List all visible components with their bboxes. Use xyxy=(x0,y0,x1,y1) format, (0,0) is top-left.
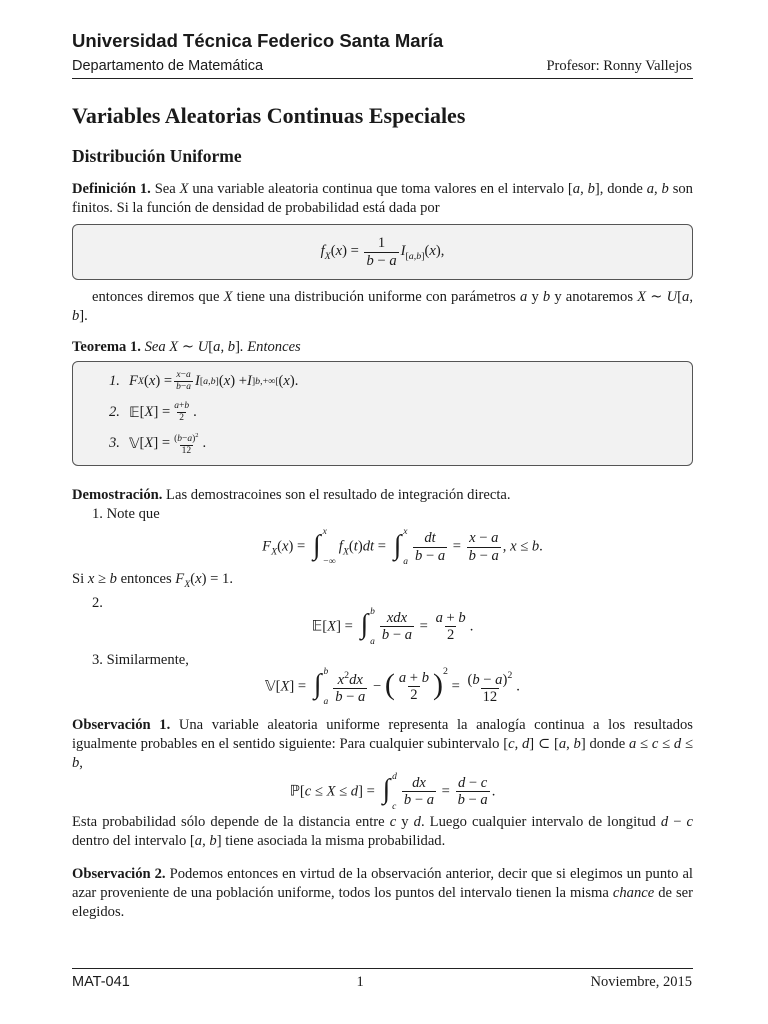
definition-paragraph: Definición 1. Sea X una variable aleatoria continua que toma valores en el intervalo [a, b], donde a, b son finitos. Si la función de densidad de probabilidad está dada por xyxy=(72,181,693,216)
page-number: 1 xyxy=(356,974,364,990)
page-header xyxy=(72,30,692,75)
footer-rule xyxy=(72,968,693,969)
cdf-derivation: $F_X(x)$ = ∫ x −∞ $f_X(t)dt$ = ∫ x a $\frac{dt}{b - a}$ = $\frac{x - a}{b - a}$ , x ≤ b. xyxy=(262,527,543,567)
university-name: Universidad Técnica Federico Santa María xyxy=(72,30,444,51)
density-formula-box xyxy=(72,224,693,280)
theorem-item-mean: 2. 𝔼 [ X ] = $\frac{a+b}{2}$ . xyxy=(109,401,197,423)
observation-1-label: Observación 1. xyxy=(72,716,171,733)
variance-derivation: 𝕍[X] = ∫ b a $\frac{x^2dx}{b - a}$ − ( $\frac{a + b}{2}$ )$^2$ = $\frac{(b - a)^2}{12}$ . xyxy=(265,666,520,707)
proof-step-3: 3. Similarmente, xyxy=(92,651,189,668)
proof-step-2: 2. xyxy=(92,594,103,611)
mean-derivation: 𝔼[X] = ∫ b a $\frac{\text{xdx}}{b - a}$ = $\frac{a + b}{2}$ . xyxy=(311,606,474,647)
theorem-item-cdf: 1. F X ( x ) = $\frac{x-a}{b-a}$ I [a,b] ( x ) + I ]b,+∞[ ( x ). xyxy=(109,370,299,392)
footer-date: Noviembre, 2015 xyxy=(590,974,692,990)
course-code: MAT-041 xyxy=(72,974,130,990)
definition-label: Definición 1. xyxy=(72,181,151,197)
header-rule xyxy=(72,78,693,79)
theorem-paragraph: Teorema 1. Sea X ∼ U[a, b]. Entonces xyxy=(72,339,301,355)
proof-step-1: 1. Note que xyxy=(92,506,160,522)
proof-label: Demostración. xyxy=(72,487,163,503)
theorem-box xyxy=(72,361,693,466)
definition-conclusion: entonces diremos que X tiene una distribución uniforme con parámetros a y b y anotaremos X ∼ U[a, b]. xyxy=(72,289,693,324)
observation-1-conclusion: Esta probabilidad sólo depende de la distancia entre c y d. Luego cualquier intervalo de longitud d − c dentro del intervalo [a, b] tiene asociada la misma probabilidad. xyxy=(72,813,694,849)
page-title: Variables Aleatorias Continuas Especiales xyxy=(72,103,466,128)
department-name: Departamento de Matemática xyxy=(72,58,264,74)
observation-2-paragraph: Observación 2. Podemos entonces en virtud de la observación anterior, decir que si elegimos un punto al azar proveniente de una población uniforme, todos los puntos del intervalo tienen la misma chance de ser elegidos. xyxy=(72,865,693,920)
page-footer xyxy=(72,974,692,991)
professor-name: Profesor: Ronny Vallejos xyxy=(546,58,692,74)
section-title: Distribución Uniforme xyxy=(72,146,242,166)
document-body xyxy=(72,102,693,922)
observation-2-label: Observación 2. xyxy=(72,865,166,882)
density-formula: $f_X(x)$ = $\frac{1}{b - a}$ $I_{[a,b]}(x)$, xyxy=(320,235,445,269)
theorem-item-variance: 3. 𝕍 [ X ] = $\frac{(b-a)^2}{12}$ . xyxy=(109,431,207,457)
theorem-label: Teorema 1. xyxy=(72,339,141,355)
proof-step-1-note: Si x ≥ b entonces $F_X(x) = 1$. xyxy=(72,571,233,590)
probability-formula: ℙ[c ≤ X ≤ d] = ∫ d c $\frac{dx}{b - a}$ = $\frac{d - c}{b - a}$ . xyxy=(289,771,496,812)
observation-1-paragraph: Observación 1. Una variable aleatoria uniforme representa la analogía continua a los resultados igualmente probables en el sentido siguiente: Para cualquier subintervalo [c, d] ⊂ [a, b] donde a ≤ c ≤ d ≤ b, xyxy=(72,716,693,771)
proof-paragraph: Demostración. Las demostracoines son el resultado de integración directa. xyxy=(72,487,511,503)
